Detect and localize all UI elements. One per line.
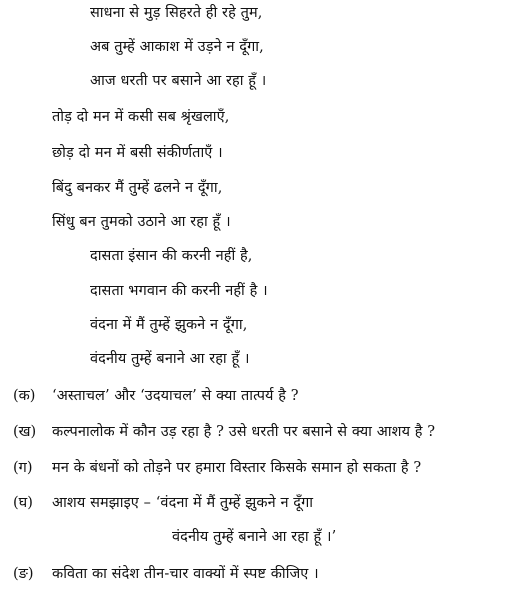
question-label: (ख) (13, 424, 37, 440)
poem-line: आज धरती पर बसाने आ रहा हूँ । (90, 73, 267, 89)
question-label: (घ) (13, 495, 33, 511)
poem-line: दासता इंसान की करनी नहीं है, (90, 248, 253, 264)
question-label: (ङ) (13, 566, 34, 582)
poem-line: वंदनीय तुम्हें बनाने आ रहा हूँ । (90, 351, 250, 367)
poem-line: अब तुम्हें आकाश में उड़ने न दूँगा, (90, 39, 264, 55)
question-text: आशय समझाइए – ‘वंदना में मैं तुम्हें झुकने न दूँगा (52, 495, 314, 511)
poem-line: तोड़ दो मन में कसी सब श्रृंखलाएँ, (52, 109, 230, 125)
question-label: (ग) (13, 460, 33, 476)
question-text: कल्पनालोक में कौन उड़ रहा है ? उसे धरती पर बसाने से क्या आशय है ? (52, 424, 436, 440)
question-text: ‘अस्ताचल’ और ‘उदयाचल’ से क्या तात्पर्य है ? (52, 388, 299, 404)
poem-line: वंदना में मैं तुम्हें झुकने न दूँगा, (90, 317, 248, 333)
poem-line: सिंधु बन तुमको उठाने आ रहा हूँ । (52, 214, 231, 230)
question-label: (क) (13, 388, 36, 404)
question-text: मन के बंधनों को तोड़ने पर हमारा विस्तार किसके समान हो सकता है ? (52, 460, 422, 476)
poem-line: दासता भगवान की करनी नहीं है । (90, 283, 268, 299)
question-text: कविता का संदेश तीन-चार वाक्यों में स्पष्ट कीजिए । (52, 566, 319, 582)
poem-line: छोड़ दो मन में बसी संकीर्णताएँ । (52, 145, 223, 161)
poem-line: बिंदु बनकर मैं तुम्हें ढलने न दूँगा, (52, 180, 223, 196)
question-continuation: वंदनीय तुम्हें बनाने आ रहा हूँ ।’ (172, 529, 337, 545)
poem-line: साधना से मुड़ सिहरते ही रहे तुम, (90, 5, 263, 21)
